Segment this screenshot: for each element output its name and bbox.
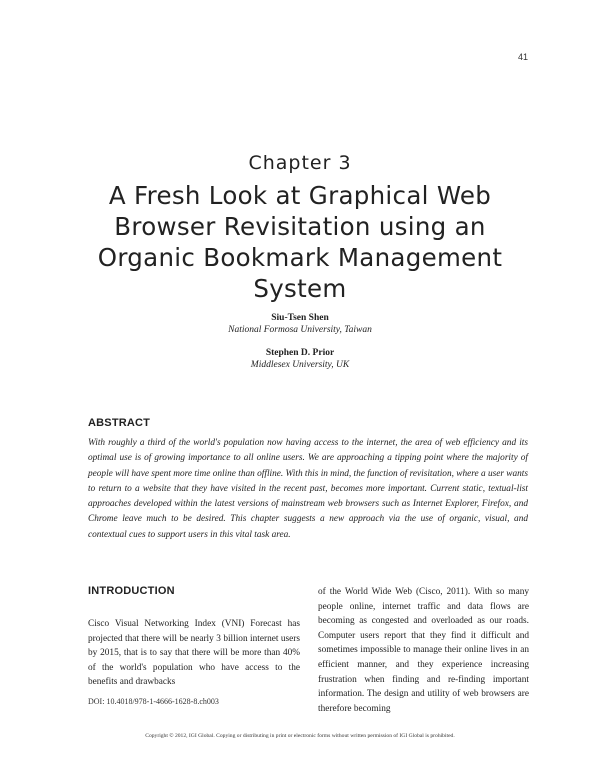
introduction-right-column: of the World Wide Web (Cisco, 2011). With so many people online, internet traffic and data flows are becoming as congested and overloaded as our roads. Computer users report that they find it difficult and sometimes impossible to manage their online lives in an efficient manner, and they experience increasing frustration when finding and re-finding important information. The design and utility of web browsers are therefore becoming [318, 587, 529, 714]
abstract-text: With roughly a third of the world's population now having access to the internet, the area of web efficiency and its optimal use is of growing importance to all online users. We are approaching a tipping point where the majority of people will have spent more time online than offline. With this in mind, the function of revisitation, where a user wants to return to a website that they have visited in the recent past, becomes more important. Current static, textual-list approaches developed within the latest versions of mainstream web browsers such as Internet Explorer, Firefox, and Chrome leave much to be desired. This chapter suggests a new approach via the use of organic, visual, and contextual cues to support users in this vital task area. [88, 438, 528, 540]
page-number: 41 [517, 52, 528, 62]
doi: DOI: 10.4018/978-1-4666-1628-8.ch003 [88, 697, 219, 706]
author-block-1 [0, 312, 600, 336]
author-affiliation: National Formosa University, Taiwan [228, 325, 372, 335]
author-name: Siu-Tsen Shen [271, 313, 329, 323]
chapter-title: A Fresh Look at Graphical Web Browser Revisitation using an Organic Bookmark Management System [97, 181, 503, 303]
author-name: Stephen D. Prior [265, 348, 335, 358]
author-affiliation: Middlesex University, UK [250, 360, 350, 370]
introduction-left-column: Cisco Visual Networking Index (VNI) Forecast has projected that there will be nearly 3 billion internet users by 2015, that is to say that there will be more than 40% of the world's population who have access to the benefits and drawbacks [88, 619, 300, 688]
abstract-heading: ABSTRACT [88, 417, 151, 429]
introduction-heading: INTRODUCTION [88, 585, 175, 597]
chapter-label: Chapter 3 [248, 152, 352, 174]
author-block-2 [0, 347, 600, 371]
copyright-notice: Copyright © 2012, IGI Global. Copying or distributing in print or electronic forms without written permission of IGI Global is prohibited. [145, 733, 455, 739]
